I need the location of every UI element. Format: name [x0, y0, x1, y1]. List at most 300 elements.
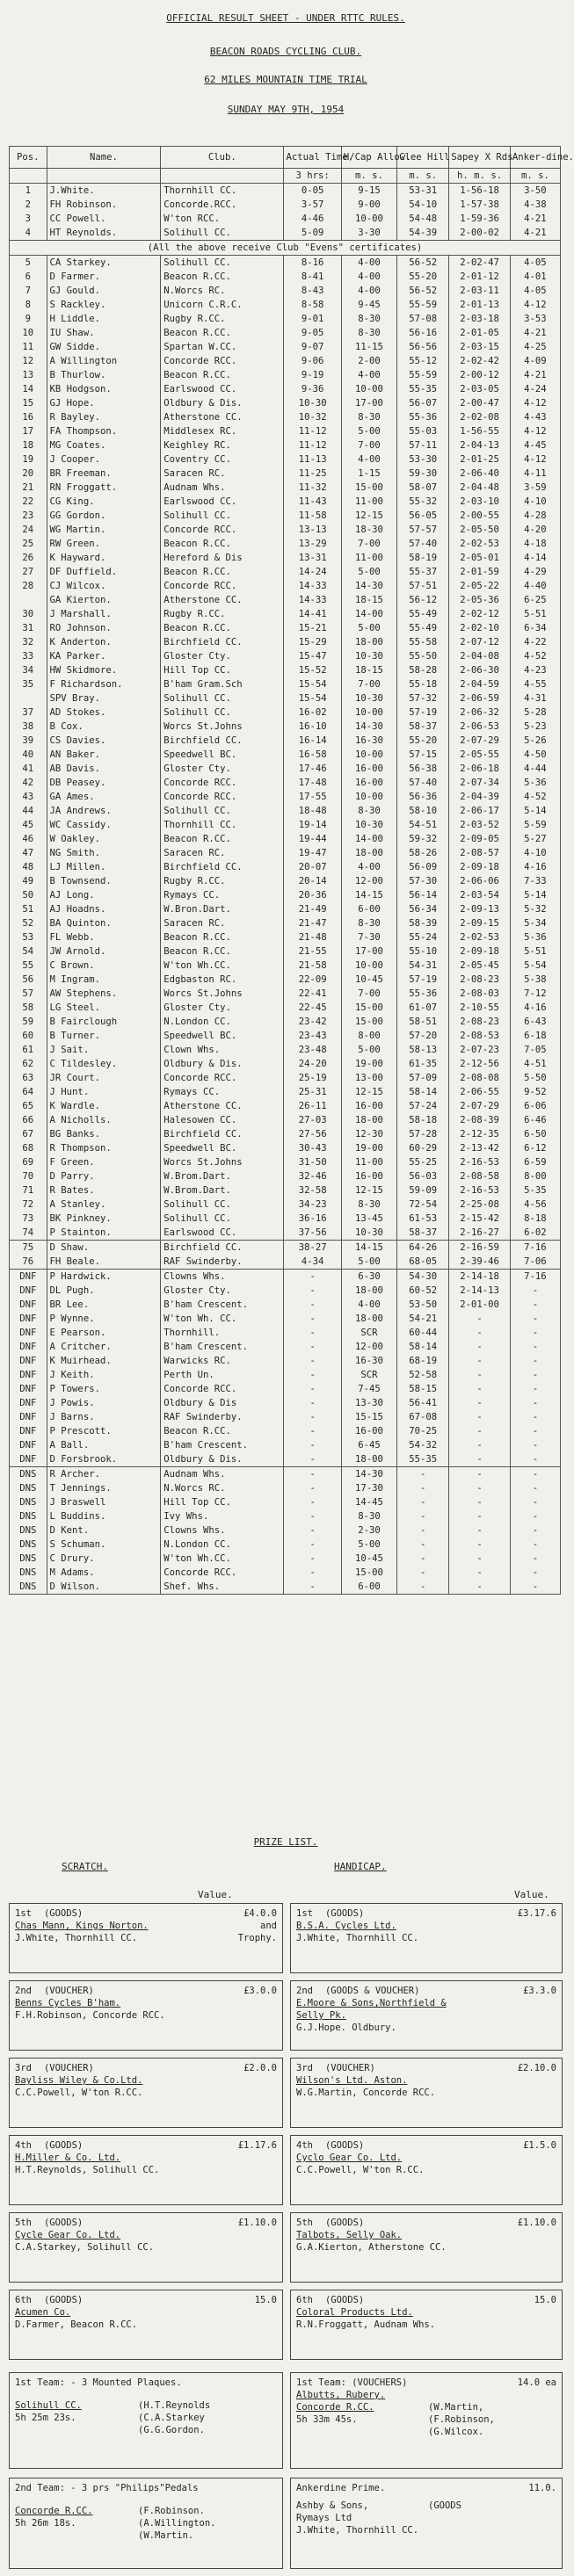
cell-rider-name: A Willington: [47, 354, 161, 368]
cell-actual-time: 17-55: [284, 790, 341, 804]
cell-actual-time: 16-02: [284, 706, 341, 720]
cell-actual-time: 9-19: [284, 368, 341, 382]
cell-handicap: 4-00: [341, 860, 396, 874]
cell-ankerdine: 4-52: [524, 792, 547, 802]
cell-ankerdine: 4-44: [524, 763, 547, 774]
cell-clee-hill: -: [397, 1481, 449, 1495]
table-row: [10, 1312, 561, 1326]
cell-ankerdine: 5-34: [524, 918, 547, 929]
cell-sapey: 2-08-57: [449, 846, 511, 860]
cell-sapey: 2-02-53: [449, 537, 511, 551]
cell-sapey: 2-25-08: [449, 1198, 511, 1212]
col-sapey: Sapey X Rds: [449, 147, 511, 169]
cell-handicap: 12-15: [341, 1183, 396, 1198]
table-row: [10, 565, 561, 579]
cell-actual-time: 9-05: [284, 326, 341, 340]
cell-club: Beacon R.CC.: [161, 537, 284, 551]
cell-pos: 63: [10, 1071, 47, 1085]
table-row: [10, 1298, 561, 1312]
col-handicap: H/Cap Allow.: [341, 147, 396, 169]
cell-rider-name: J Braswell: [47, 1495, 161, 1509]
cell-actual-time: 20-07: [284, 860, 341, 874]
table-row: [10, 1015, 561, 1029]
cell-handicap: 18-15: [341, 663, 396, 677]
cell-sapey: 2-08-03: [449, 987, 511, 1001]
cell-club: Concorde RCC.: [161, 1071, 284, 1085]
table-row: [10, 1057, 561, 1071]
table-row: [10, 720, 561, 734]
cell-pos: 71: [10, 1183, 47, 1198]
prize-winner: C.A.Starkey, Solihull CC.: [15, 2242, 155, 2253]
cell-clee-hill: 57-20: [397, 1029, 449, 1043]
cell-pos: 76: [10, 1255, 47, 1270]
scratch-value-label: Value.: [198, 1889, 233, 1900]
cell-actual-time: 17-48: [284, 776, 341, 790]
cell-sapey: 2-02-47: [449, 256, 511, 271]
table-row: [10, 762, 561, 776]
cell-clee-hill: 54-10: [397, 198, 449, 212]
cell-clee-hill: 54-32: [397, 1438, 449, 1452]
cell-clee-hill: 57-40: [397, 776, 449, 790]
cell-handicap: 14-45: [341, 1495, 396, 1509]
cell-club: Audnam Whs.: [161, 1467, 284, 1482]
table-row: [10, 1127, 561, 1141]
cell-rider-name: C Tildesley.: [47, 1057, 161, 1071]
cell-rider-name: AD Stokes.: [47, 706, 161, 720]
prize-donor: Benns Cycles B'ham.: [15, 1998, 121, 2008]
cell-club: W'ton Wh.CC.: [161, 959, 284, 973]
cell-pos: 15: [10, 396, 47, 410]
cell-handicap: 5-00: [341, 1538, 396, 1552]
cell-clee-hill: 58-07: [397, 481, 449, 495]
cell-clee-hill: 57-51: [397, 579, 449, 593]
prize-donor: Cyclo Gear Co. Ltd.: [296, 2153, 403, 2163]
cell-pos: 43: [10, 790, 47, 804]
table-row: [10, 1509, 561, 1523]
cell-rider-name: GA Ames.: [47, 790, 161, 804]
cell-rider-name: B Fairclough: [47, 1015, 161, 1029]
cell-rider-name: FL Webb.: [47, 930, 161, 944]
unit-clee: m. s.: [397, 169, 449, 184]
cell-ankerdine: 4-24: [524, 384, 547, 394]
cell-rider-name: K Hayward.: [47, 551, 161, 565]
cell-sapey: 2-06-55: [449, 1085, 511, 1099]
cell-clee-hill: 56-52: [397, 256, 449, 271]
cell-clee-hill: 57-32: [397, 691, 449, 706]
cell-club: Rymays CC.: [161, 1085, 284, 1099]
cell-actual-time: 15-54: [284, 677, 341, 691]
cell-rider-name: R Bayley.: [47, 410, 161, 424]
cell-rider-name: KB Hodgson.: [47, 382, 161, 396]
table-row: [10, 649, 561, 663]
cell-handicap: 18-00: [341, 635, 396, 649]
cell-clee-hill: 58-10: [397, 804, 449, 818]
col-club: Club.: [161, 147, 284, 169]
event-date: SUNDAY MAY 9TH, 1954: [227, 104, 345, 115]
cell-club: Concorde RCC.: [161, 1566, 284, 1580]
event-name: 62 MILES MOUNTAIN TIME TRIAL: [204, 74, 367, 85]
cell-sapey: 2-01-05: [449, 326, 511, 340]
prize-type: (GOODS): [43, 2218, 84, 2228]
cell-rider-name: AB Davis.: [47, 762, 161, 776]
ankerdine-prime-type: (GOODS: [428, 2500, 461, 2511]
prize-winner: F.H.Robinson, Concorde RCC.: [15, 2010, 165, 2021]
cell-sapey: -: [449, 1523, 511, 1538]
cell-actual-time: -: [284, 1467, 341, 1482]
cell-actual-time: -: [284, 1396, 341, 1410]
cell-sapey: 2-10-55: [449, 1001, 511, 1015]
cell-rider-name: LG Steel.: [47, 1001, 161, 1015]
cell-clee-hill: 55-03: [397, 424, 449, 438]
cell-actual-time: 5-09: [284, 226, 341, 241]
cell-club: Thornhill CC.: [161, 818, 284, 832]
table-row: [10, 930, 561, 944]
cell-pos: DNS: [10, 1566, 47, 1580]
cell-club: W'ton Wh. CC.: [161, 1312, 284, 1326]
cell-club: Concorde RCC.: [161, 579, 284, 593]
cell-handicap: SCR: [341, 1326, 396, 1340]
cell-clee-hill: 58-13: [397, 1043, 449, 1057]
prize-value: £1.5.0: [523, 2140, 556, 2151]
cell-pos: 20: [10, 467, 47, 481]
table-row: [10, 1183, 561, 1198]
table-row: [10, 1226, 561, 1241]
cell-clee-hill: 58-18: [397, 1113, 449, 1127]
table-row: [10, 1438, 561, 1452]
cell-clee-hill: 61-35: [397, 1057, 449, 1071]
cell-sapey: 2-06-06: [449, 874, 511, 888]
cell-rider-name: T Jennings.: [47, 1481, 161, 1495]
cell-clee-hill: 61-53: [397, 1212, 449, 1226]
cell-club: Earlswood CC.: [161, 495, 284, 509]
cell-sapey: 2-16-27: [449, 1226, 511, 1241]
table-row: [10, 635, 561, 649]
cell-pos: 9: [10, 312, 47, 326]
cell-handicap: 2-30: [341, 1523, 396, 1538]
cell-actual-time: -: [284, 1538, 341, 1552]
cell-pos: 11: [10, 340, 47, 354]
prize-winner: G.A.Kierton, Atherstone CC.: [296, 2242, 447, 2253]
cell-ankerdine: -: [532, 1370, 539, 1380]
dnf-rows: [10, 1270, 561, 1467]
cell-sapey: -: [449, 1382, 511, 1396]
cell-actual-time: 15-21: [284, 621, 341, 635]
cell-handicap: 12-00: [341, 874, 396, 888]
prize-donor: Talbots, Selly Oak.: [296, 2230, 403, 2240]
cell-clee-hill: 68-05: [397, 1255, 449, 1270]
cell-sapey: 2-06-18: [449, 762, 511, 776]
scratch-heading: SCRATCH.: [62, 1861, 108, 1872]
cell-pos: 47: [10, 846, 47, 860]
handicap-heading: HANDICAP.: [334, 1861, 387, 1872]
cell-ankerdine: -: [532, 1285, 539, 1296]
cell-clee-hill: 57-09: [397, 1071, 449, 1085]
cell-clee-hill: 54-31: [397, 959, 449, 973]
cell-rider-name: F Richardson.: [47, 677, 161, 691]
cell-rider-name: J.White.: [47, 184, 161, 199]
cell-ankerdine: 3-59: [524, 482, 547, 493]
prize-winner: G.J.Hope. Oldbury.: [296, 2022, 396, 2033]
cell-ankerdine: 4-21: [524, 228, 547, 238]
table-row: [10, 1495, 561, 1509]
cell-pos: 16: [10, 410, 47, 424]
cell-club: Solihull CC.: [161, 256, 284, 271]
cell-clee-hill: 54-39: [397, 226, 449, 241]
cell-handicap: 10-00: [341, 748, 396, 762]
prize-value: £2.10.0: [517, 2063, 556, 2073]
unit-ank: m. s.: [520, 170, 549, 181]
cell-handicap: SCR: [341, 1368, 396, 1382]
cell-clee-hill: -: [397, 1566, 449, 1580]
cell-ankerdine: 5-51: [524, 609, 547, 619]
cell-handicap: 14-15: [341, 1241, 396, 1255]
cell-ankerdine: -: [532, 1497, 539, 1508]
cell-rider-name: JW Arnold.: [47, 944, 161, 959]
cell-clee-hill: 57-19: [397, 973, 449, 987]
cell-sapey: 2-08-39: [449, 1113, 511, 1127]
cell-ankerdine: 4-12: [524, 398, 547, 409]
cell-club: RAF Swinderby.: [161, 1410, 284, 1424]
cell-pos: 55: [10, 959, 47, 973]
cell-clee-hill: -: [397, 1538, 449, 1552]
table-row: [10, 748, 561, 762]
cell-handicap: 18-00: [341, 1312, 396, 1326]
cell-clee-hill: 55-32: [397, 495, 449, 509]
cell-ankerdine: 4-29: [524, 567, 547, 577]
cell-ankerdine: -: [532, 1525, 539, 1536]
cell-clee-hill: 56-05: [397, 509, 449, 523]
cell-sapey: -: [449, 1340, 511, 1354]
cell-club: Beacon R.CC.: [161, 944, 284, 959]
cell-actual-time: -: [284, 1481, 341, 1495]
table-row: [10, 551, 561, 565]
cell-club: Saracen RC.: [161, 846, 284, 860]
cell-ankerdine: 4-09: [524, 356, 547, 366]
cell-ankerdine: -: [532, 1553, 539, 1564]
cell-actual-time: 25-19: [284, 1071, 341, 1085]
table-row: [10, 1410, 561, 1424]
cell-clee-hill: -: [397, 1580, 449, 1595]
cell-sapey: 2-00-12: [449, 368, 511, 382]
cell-sapey: 1-56-55: [449, 424, 511, 438]
cell-ankerdine: -: [532, 1328, 539, 1338]
prize-value: £3.0.0: [243, 1986, 277, 1996]
cell-club: Solihull CC.: [161, 706, 284, 720]
table-row: [10, 663, 561, 677]
cell-pos: 46: [10, 832, 47, 846]
cell-ankerdine: 7-06: [524, 1256, 547, 1267]
cell-handicap: 7-00: [341, 987, 396, 1001]
team1-left-club: Solihull CC.: [15, 2400, 82, 2411]
cell-sapey: 2-07-23: [449, 1043, 511, 1057]
prize-place: 6th: [296, 2295, 313, 2305]
prize-place: 3rd: [296, 2063, 313, 2073]
cell-pos: 42: [10, 776, 47, 790]
prize-winner: D.Farmer, Beacon R.CC.: [15, 2319, 138, 2330]
cell-club: Unicorn C.R.C.: [161, 298, 284, 312]
cell-club: W'ton RCC.: [161, 212, 284, 226]
table-row: [10, 467, 561, 481]
cell-pos: 68: [10, 1141, 47, 1155]
cell-ankerdine: 8-18: [524, 1213, 547, 1224]
cell-sapey: 2-00-02: [449, 226, 511, 241]
cell-sapey: 2-07-34: [449, 776, 511, 790]
cell-handicap: 8-30: [341, 1509, 396, 1523]
cell-sapey: 2-04-13: [449, 438, 511, 452]
team2-left-name: (A.Willington.: [138, 2518, 216, 2529]
cell-handicap: 16-00: [341, 776, 396, 790]
cell-actual-time: 27-03: [284, 1113, 341, 1127]
cell-ankerdine: 4-50: [524, 749, 547, 760]
team1-right: [290, 2372, 563, 2469]
cell-rider-name: GW Sidde.: [47, 340, 161, 354]
cell-club: Gloster Cty.: [161, 1001, 284, 1015]
cell-ankerdine: 4-45: [524, 440, 547, 451]
prize-extra-2: Trophy.: [237, 1933, 277, 1943]
cell-handicap: 14-30: [341, 1467, 396, 1482]
cell-sapey: 2-06-32: [449, 706, 511, 720]
cell-handicap: 8-30: [341, 326, 396, 340]
cell-club: Concorde RCC.: [161, 1382, 284, 1396]
cell-actual-time: -: [284, 1552, 341, 1566]
cell-rider-name: CC Powell.: [47, 212, 161, 226]
prize-winner: H.T.Reynolds, Solihull CC.: [15, 2165, 160, 2175]
cell-handicap: 13-45: [341, 1212, 396, 1226]
cell-rider-name: MG Coates.: [47, 438, 161, 452]
cell-club: Rugby R.CC.: [161, 607, 284, 621]
cell-pos: 22: [10, 495, 47, 509]
cell-clee-hill: 55-49: [397, 607, 449, 621]
top4-rows: [10, 184, 561, 241]
prize-type: (VOUCHER): [43, 1986, 94, 1996]
cell-handicap: 2-00: [341, 354, 396, 368]
cell-sapey: -: [449, 1481, 511, 1495]
cell-handicap: 14-30: [341, 720, 396, 734]
cell-ankerdine: 4-21: [524, 370, 547, 380]
scratch-prize-box: [9, 2290, 283, 2360]
prize-type: (VOUCHER): [43, 2063, 94, 2073]
cell-ankerdine: 4-21: [524, 213, 547, 224]
cell-actual-time: 23-48: [284, 1043, 341, 1057]
cell-ankerdine: -: [532, 1342, 539, 1352]
cell-rider-name: J Hunt.: [47, 1085, 161, 1099]
table-row: [10, 1566, 561, 1580]
cell-sapey: 2-07-12: [449, 635, 511, 649]
cell-sapey: 2-01-59: [449, 565, 511, 579]
cell-ankerdine: -: [532, 1454, 539, 1465]
col-name: Name.: [47, 147, 161, 169]
cell-club: Concorde RCC.: [161, 790, 284, 804]
table-row: [10, 832, 561, 846]
cell-sapey: 2-08-53: [449, 1029, 511, 1043]
cell-handicap: 17-30: [341, 1481, 396, 1495]
table-row: [10, 959, 561, 973]
cell-clee-hill: 56-52: [397, 284, 449, 298]
cell-actual-time: 11-13: [284, 452, 341, 467]
table-row: [10, 495, 561, 509]
cell-pos: 12: [10, 354, 47, 368]
cell-pos: 39: [10, 734, 47, 748]
cell-ankerdine: 6-25: [524, 595, 547, 605]
cell-clee-hill: 67-08: [397, 1410, 449, 1424]
cell-clee-hill: 55-24: [397, 930, 449, 944]
team1-right-name: (G.Wilcox.: [428, 2427, 484, 2437]
cell-ankerdine: -: [532, 1313, 539, 1324]
cell-actual-time: 11-25: [284, 467, 341, 481]
prize-place: 4th: [15, 2140, 32, 2151]
cell-sapey: 2-13-42: [449, 1141, 511, 1155]
cell-clee-hill: 55-49: [397, 621, 449, 635]
prize-value: £3.3.0: [523, 1986, 556, 1996]
team2-left-name: (W.Martin.: [138, 2530, 194, 2541]
cell-rider-name: RN Froggatt.: [47, 481, 161, 495]
cell-actual-time: 4-34: [284, 1255, 341, 1270]
cell-club: Beacon R.CC.: [161, 270, 284, 284]
cell-handicap: 5-00: [341, 1043, 396, 1057]
cell-clee-hill: 55-10: [397, 944, 449, 959]
table-row: [10, 1467, 561, 1482]
cell-actual-time: 15-47: [284, 649, 341, 663]
cell-handicap: 4-00: [341, 256, 396, 271]
prize-place: 3rd: [15, 2063, 32, 2073]
prize-winner: W.G.Martin, Concorde RCC.: [296, 2088, 436, 2098]
cell-clee-hill: 59-30: [397, 467, 449, 481]
cell-clee-hill: 57-40: [397, 537, 449, 551]
table-row: [10, 1396, 561, 1410]
cell-handicap: 7-45: [341, 1382, 396, 1396]
table-row: [10, 1538, 561, 1552]
table-row: [10, 326, 561, 340]
cell-rider-name: BA Quinton.: [47, 916, 161, 930]
table-row: [10, 1155, 561, 1169]
cell-ankerdine: 6-46: [524, 1115, 547, 1125]
cell-club: Solihull CC.: [161, 226, 284, 241]
cell-sapey: 2-03-15: [449, 340, 511, 354]
cell-clee-hill: 55-12: [397, 354, 449, 368]
cell-handicap: 6-45: [341, 1438, 396, 1452]
cell-handicap: 8-30: [341, 916, 396, 930]
cell-clee-hill: 58-51: [397, 1015, 449, 1029]
cell-club: Birchfield CC.: [161, 734, 284, 748]
cell-ankerdine: -: [532, 1440, 539, 1451]
cell-clee-hill: 58-14: [397, 1085, 449, 1099]
cell-ankerdine: 4-12: [524, 426, 547, 437]
cell-club: Solihull CC.: [161, 1198, 284, 1212]
cell-rider-name: GJ Gould.: [47, 284, 161, 298]
cell-actual-time: 8-16: [284, 256, 341, 271]
cell-ankerdine: 4-23: [524, 665, 547, 676]
cell-clee-hill: 56-07: [397, 396, 449, 410]
cell-rider-name: D Parry.: [47, 1169, 161, 1183]
cell-pos: 21: [10, 481, 47, 495]
cell-clee-hill: 55-59: [397, 298, 449, 312]
cell-pos: 17: [10, 424, 47, 438]
prize-type: (VOUCHER): [324, 2063, 375, 2073]
cell-pos: [10, 691, 47, 706]
scratch-prize-box: [9, 1980, 283, 2051]
cell-sapey: 2-09-13: [449, 902, 511, 916]
cell-sapey: 2-09-15: [449, 916, 511, 930]
cell-pos: DNF: [10, 1326, 47, 1340]
cell-ankerdine: -: [510, 1467, 560, 1482]
cell-clee-hill: 55-59: [397, 368, 449, 382]
cell-clee-hill: 57-28: [397, 1127, 449, 1141]
cell-club: Birchfield CC.: [161, 1127, 284, 1141]
cell-rider-name: A Critcher.: [47, 1340, 161, 1354]
cell-ankerdine: 9-52: [524, 1087, 547, 1097]
table-row: [10, 677, 561, 691]
cell-rider-name: CA Starkey.: [47, 256, 161, 271]
